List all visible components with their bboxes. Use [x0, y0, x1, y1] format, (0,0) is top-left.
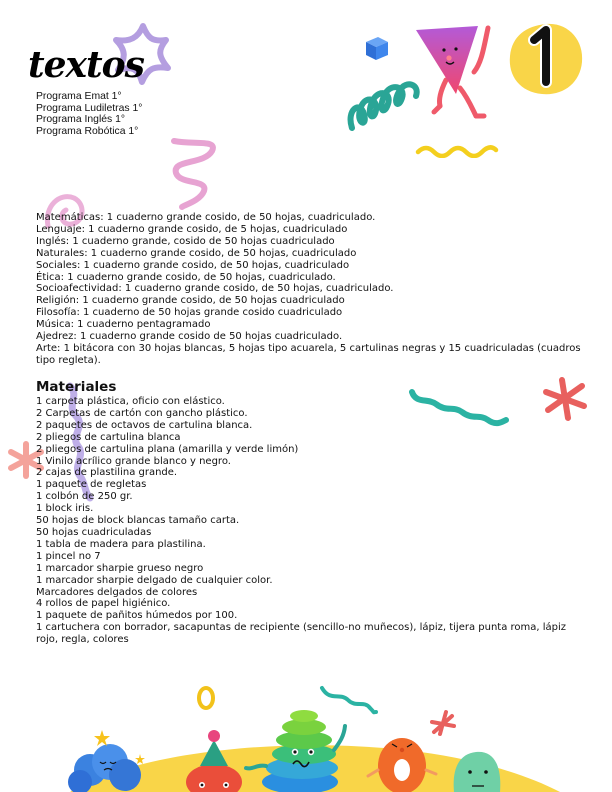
cuaderno-item: Inglés: 1 cuaderno grande, cosido de 50 hojas cuadriculado	[36, 235, 335, 247]
page-title: textos	[28, 44, 144, 86]
cuaderno-item: Religión: 1 cuaderno grande cosido, de 50 hojas cuadriculado	[36, 295, 345, 307]
material-item: 50 hojas de block blancas tamaño carta.	[36, 515, 240, 527]
material-item: 1 marcador sharpie grueso negro	[36, 562, 204, 574]
cuaderno-item: Filosofía: 1 cuaderno de 50 hojas grande cosido cuadriculado	[36, 307, 343, 319]
cuadernos-list	[36, 212, 591, 367]
program-item: Programa Emat 1°	[36, 91, 122, 102]
cuaderno-item: Sociales: 1 cuaderno grande cosido, de 50 hojas, cuadriculado	[36, 259, 350, 271]
material-item: 2 cajas de plastilina grande.	[36, 467, 178, 479]
material-item: 1 Vinilo acrílico grande blanco y negro.	[36, 455, 231, 467]
material-item: 4 rollos de papel higiénico.	[36, 598, 171, 610]
cuaderno-item: Música: 1 cuaderno pentagramado	[36, 319, 211, 331]
teal-squiggle-icon	[322, 688, 376, 712]
cuaderno-item: Naturales: 1 cuaderno grande cosido, de 50 hojas, cuadriculado	[36, 247, 357, 259]
teal-spring-icon	[346, 70, 424, 134]
triangle-character-icon	[414, 22, 504, 122]
mint-blob-character	[454, 752, 501, 792]
material-item: 1 paquete de regletas	[36, 479, 147, 491]
cuaderno-item: Lenguaje: 1 cuaderno grande cosido, de 5 hojas, cuadriculado	[36, 223, 348, 235]
material-item: Marcadores delgados de colores	[36, 586, 198, 598]
programs-list	[36, 91, 142, 138]
characters-illustration	[0, 670, 612, 792]
blue-cube-icon	[362, 34, 392, 62]
grade-badge	[506, 20, 586, 98]
material-item: 1 tabla de madera para plastilina.	[36, 538, 206, 550]
yellow-ring-icon	[199, 688, 213, 708]
material-item: 2 Carpetas de cartón con gancho plástico.	[36, 407, 248, 419]
material-item: 1 marcador sharpie delgado de cualquier color.	[36, 574, 273, 586]
material-item: 2 pliegos de cartulina blanca	[36, 431, 181, 443]
cuaderno-item: Arte: 1 bitácora con 30 hojas blancas, 5 hojas tipo acuarela, 5 cartulinas negras y 15 cuadriculadas (cuadros tipo regleta).	[36, 342, 581, 366]
material-item: 2 paquetes de octavos de cartulina blanca.	[36, 419, 253, 431]
material-item: 1 pincel no 7	[36, 550, 101, 562]
grade-badge-blob	[506, 20, 586, 98]
cuaderno-item: Ajedrez: 1 cuaderno grande cosido de 50 hojas cuadriculado.	[36, 331, 343, 343]
program-item: Programa Robótica 1°	[36, 126, 139, 138]
materiales-heading: Materiales	[36, 379, 117, 395]
cuaderno-item: Socioafectividad: 1 cuaderno grande cosido, de 50 hojas, cuadriculado.	[36, 283, 394, 295]
cuaderno-item: Matemáticas: 1 cuaderno grande cosido, de 50 hojas, cuadriculado.	[36, 212, 376, 223]
cuaderno-item: Ética: 1 cuaderno grande cosido, de 50 hojas, cuadriculado.	[36, 271, 336, 283]
material-item: 2 pliegos de cartulina plana (amarilla y verde limón)	[36, 443, 299, 455]
coral-asterisk-icon-bottom	[432, 712, 454, 734]
material-item: 1 carpeta plástica, oficio con elástico.	[36, 396, 225, 407]
material-item: 50 hojas cuadriculadas	[36, 526, 152, 538]
yellow-zigzag-icon	[414, 142, 500, 158]
material-item: 1 cartuchera con borrador, sacapuntas de recipiente (sencillo-no muñecos), lápiz, tijera punta roma, lápiz rojo, regla, colores	[36, 622, 567, 646]
material-item: 1 colbón de 250 gr.	[36, 491, 133, 503]
program-item: Programa Ludiletras 1°	[36, 102, 143, 114]
program-item: Programa Inglés 1°	[36, 114, 126, 126]
material-item: 1 paquete de pañitos húmedos por 100.	[36, 610, 238, 622]
materiales-list	[36, 396, 591, 646]
pink-squiggle-icon	[164, 135, 224, 211]
material-item: 1 block iris.	[36, 503, 94, 515]
